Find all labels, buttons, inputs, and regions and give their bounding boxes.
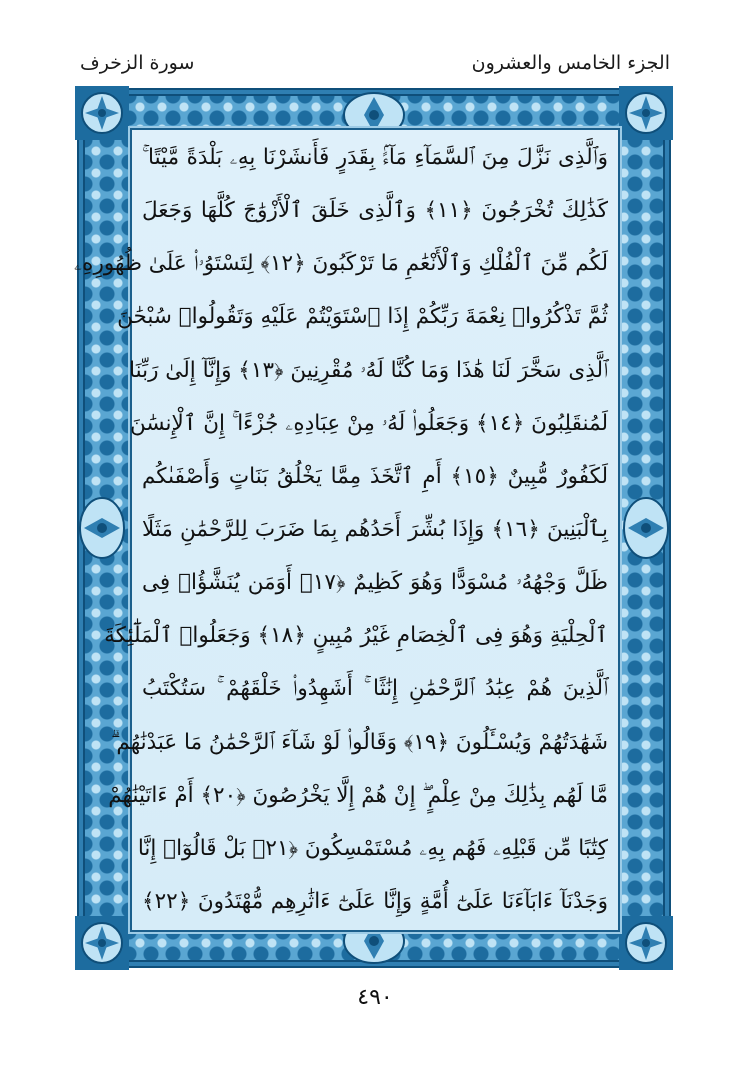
verse-lines <box>74 144 608 916</box>
verse-line: لَمُنقَلِبُونَ ﴿١٤﴾ وَجَعَلُوا۟ لَهُۥ مِنْ عِبَادِهِۦ جُزْءًا ۚ إِنَّ ٱلْإِنسَٰنَ <box>130 410 608 436</box>
verse-line: كَذَٰلِكَ تُخْرَجُونَ ﴿١١﴾ وَٱلَّذِى خَلَقَ ٱلْأَزْوَٰجَ كُلَّهَا وَجَعَلَ <box>142 198 608 224</box>
verse-line: ٱلَّذِى سَخَّرَ لَنَا هَٰذَا وَمَا كُنَّا لَهُۥ مُقْرِنِينَ ﴿١٣﴾ وَإِنَّآ إِلَىٰ رَبِّنَا <box>129 357 608 383</box>
page-number: ٤٩٠ <box>357 985 393 1010</box>
verse-line: ظَلَّ وَجْهُهُۥ مُسْوَدًّا وَهُوَ كَظِيمٌ ﴿١٧﴾ أَوَمَن يُنَشَّؤُا۟ فِى <box>142 570 608 596</box>
verse-line: ٱلَّذِينَ هُمْ عِبَٰدُ ٱلرَّحْمَٰنِ إِنَٰثًا ۚ أَشَهِدُوا۟ خَلْقَهُمْ ۚ سَتُكْتَبُ <box>142 676 608 702</box>
verse-line: ٱلْحِلْيَةِ وَهُوَ فِى ٱلْخِصَامِ غَيْرُ مُبِينٍ ﴿١٨﴾ وَجَعَلُوا۟ ٱلْمَلَٰٓئِكَةَ <box>104 623 608 649</box>
verse-line: كِتَٰبًا مِّن قَبْلِهِۦ فَهُم بِهِۦ مُسْتَمْسِكُونَ ﴿٢١﴾ بَلْ قَالُوٓا۟ إِنَّا <box>137 835 608 861</box>
verse-line: ثُمَّ تَذْكُرُوا۟ نِعْمَةَ رَبِّكُمْ إِذَا ٱسْتَوَيْتُمْ عَلَيْهِ وَتَقُولُوا۟ سُبْحَٰنَ <box>117 304 608 330</box>
verse-text-panel <box>74 128 620 932</box>
surah-title: سورة الزخرف <box>80 52 195 74</box>
corner-ornament-icon <box>75 916 129 970</box>
corner-ornament-icon <box>75 86 129 140</box>
verse-line: لَكَفُورٌ مُّبِينٌ ﴿١٥﴾ أَمِ ٱتَّخَذَ مِمَّا يَخْلُقُ بَنَاتٍ وَأَصْفَىٰكُم <box>142 463 608 489</box>
corner-ornament-icon <box>619 916 673 970</box>
verse-line: شَهَٰدَتُهُمْ وَيُسْـَٔلُونَ ﴿١٩﴾ وَقَالُوا۟ لَوْ شَآءَ ٱلرَّحْمَٰنُ مَا عَبَدْنَٰهُم ۗ <box>111 729 608 755</box>
corner-ornament-icon <box>619 86 673 140</box>
verse-line: لَكُم مِّنَ ٱلْفُلْكِ وَٱلْأَنْعَٰمِ مَا تَرْكَبُونَ ﴿١٢﴾ لِتَسْتَوُۥا۟ عَلَىٰ ظُهُورِهِۦ <box>74 251 608 277</box>
verse-line: مَّا لَهُم بِذَٰلِكَ مِنْ عِلْمٍ ۖ إِنْ هُمْ إِلَّا يَخْرُصُونَ ﴿٢٠﴾ أَمْ ءَاتَيْنَٰهُمْ <box>108 782 608 808</box>
verse-line: بِٱلْبَنِينَ ﴿١٦﴾ وَإِذَا بُشِّرَ أَحَدُهُم بِمَا ضَرَبَ لِلرَّحْمَٰنِ مَثَلًا <box>142 516 608 542</box>
decorative-frame <box>74 88 671 968</box>
verse-line: وَجَدْنَآ ءَابَآءَنَا عَلَىٰٓ أُمَّةٍ وَإِنَّا عَلَىٰٓ ءَاثَٰرِهِم مُّهْتَدُونَ ﴿٢٢﴾ <box>142 888 608 914</box>
verse-line: وَٱلَّذِى نَزَّلَ مِنَ ٱلسَّمَآءِ مَآءًۢ بِقَدَرٍ فَأَنشَرْنَا بِهِۦ بَلْدَةً مَّيْتًا ۚ <box>142 145 608 170</box>
juz-title: الجزء الخامس والعشرون <box>471 52 670 74</box>
right-medallion-icon <box>611 493 681 563</box>
left-medallion-icon <box>67 493 137 563</box>
